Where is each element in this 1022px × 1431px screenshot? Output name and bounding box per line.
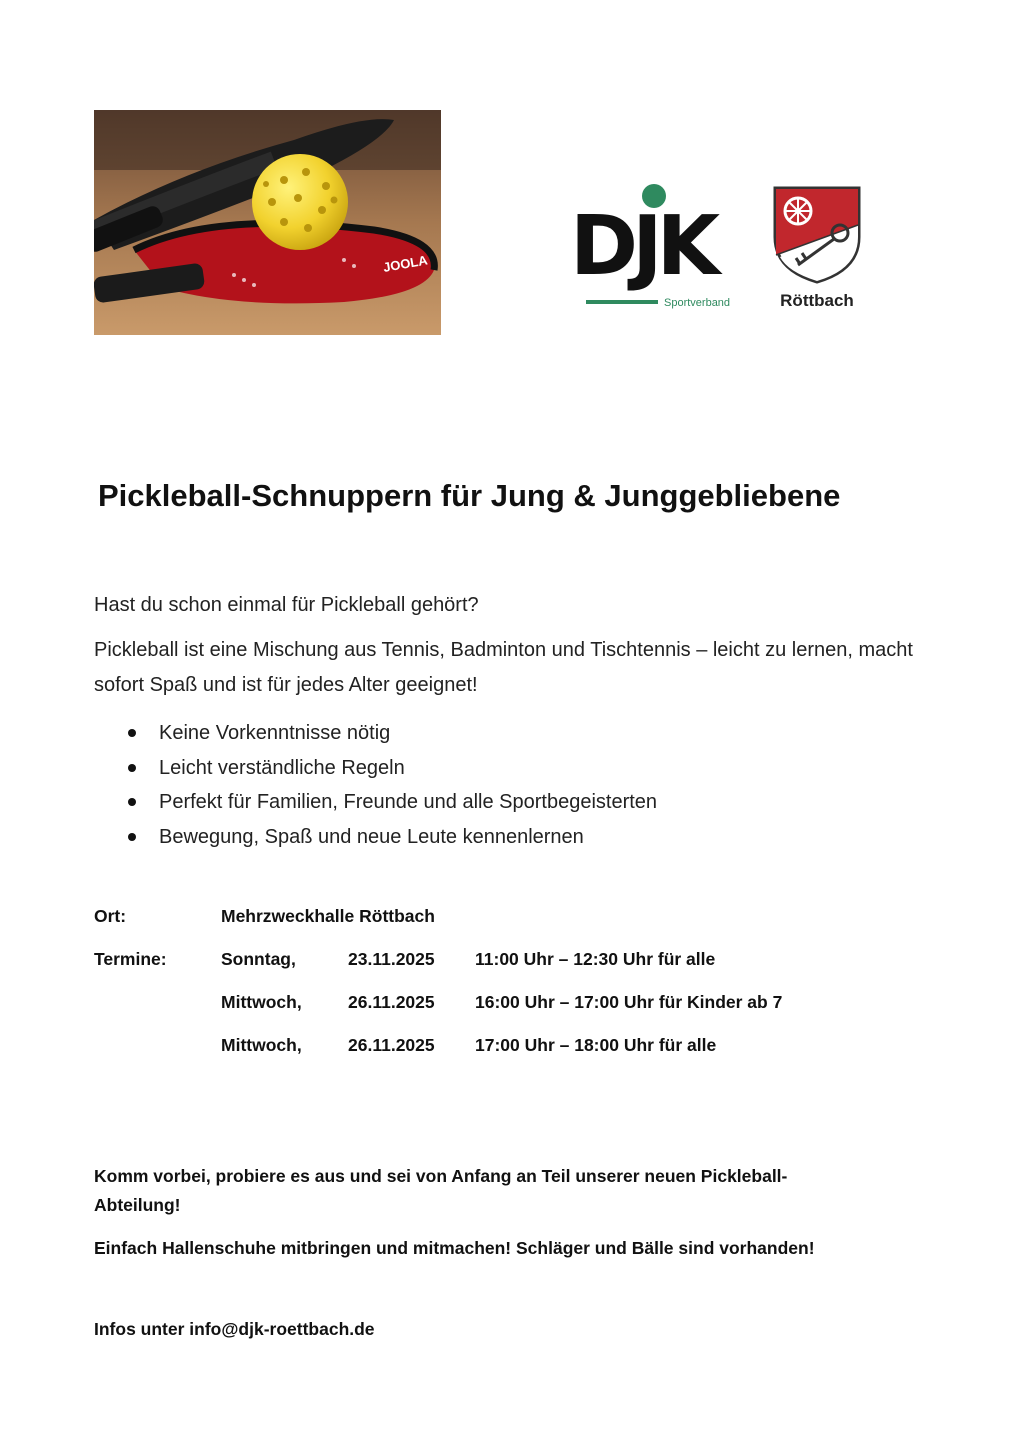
schedule-time: 16:00 Uhr – 17:00 Uhr für Kinder ab 7 [475,992,783,1012]
schedule-time: 11:00 Uhr – 12:30 Uhr für alle [475,949,716,969]
schedule-label: Termine: [94,949,167,969]
list-item: Bewegung, Spaß und neue Leute kennenlernen [128,820,657,855]
djk-logo-text: DJK [570,199,715,294]
schedule-date: 26.11.2025 [348,1035,435,1055]
djk-logo-subtitle: Sportverband [664,297,731,309]
schedule-date: 26.11.2025 [348,992,435,1012]
feature-list [128,716,657,854]
pickleball-photo [94,110,441,335]
location-value: Mehrzweckhalle Röttbach [221,906,435,926]
closing-equipment-note: Einfach Hallenschuhe mitbringen und mitmachen! Schläger und Bälle sind vorhanden! [94,1238,815,1258]
paddle-brand-text: JOOLA [381,252,429,275]
schedule-day: Mittwoch, [221,992,302,1012]
contact-info: Infos unter info@djk-roettbach.de [94,1319,375,1339]
closing-invitation: Komm vorbei, probiere es aus und sei von Anfang an Teil unserer neuen Pickleball-Abteilung! [94,1166,788,1215]
schedule-day: Mittwoch, [221,1035,302,1055]
schedule-date: 23.11.2025 [348,949,435,969]
intro-description: Pickleball ist eine Mischung aus Tennis, Badminton und Tischtennis – leicht zu lernen, macht sofort Spaß und ist für jedes Alter geeignet! [94,639,913,696]
djk-logo [568,182,744,312]
list-item: Perfekt für Familien, Freunde und alle Sportbegeisterten [128,785,657,820]
intro-question: Hast du schon einmal für Pickleball gehört? [94,594,479,616]
roettbach-crest-icon [772,185,862,285]
schedule-time: 17:00 Uhr – 18:00 Uhr für alle [475,1035,717,1055]
list-item: Leicht verständliche Regeln [128,751,657,786]
crest-place-name: Röttbach [780,291,854,310]
location-label: Ort: [94,906,127,926]
list-item: Keine Vorkenntnisse nötig [128,716,657,751]
schedule-day: Sonntag, [221,949,296,969]
page-title: Pickleball-Schnuppern für Jung & Junggebliebene [98,478,841,513]
